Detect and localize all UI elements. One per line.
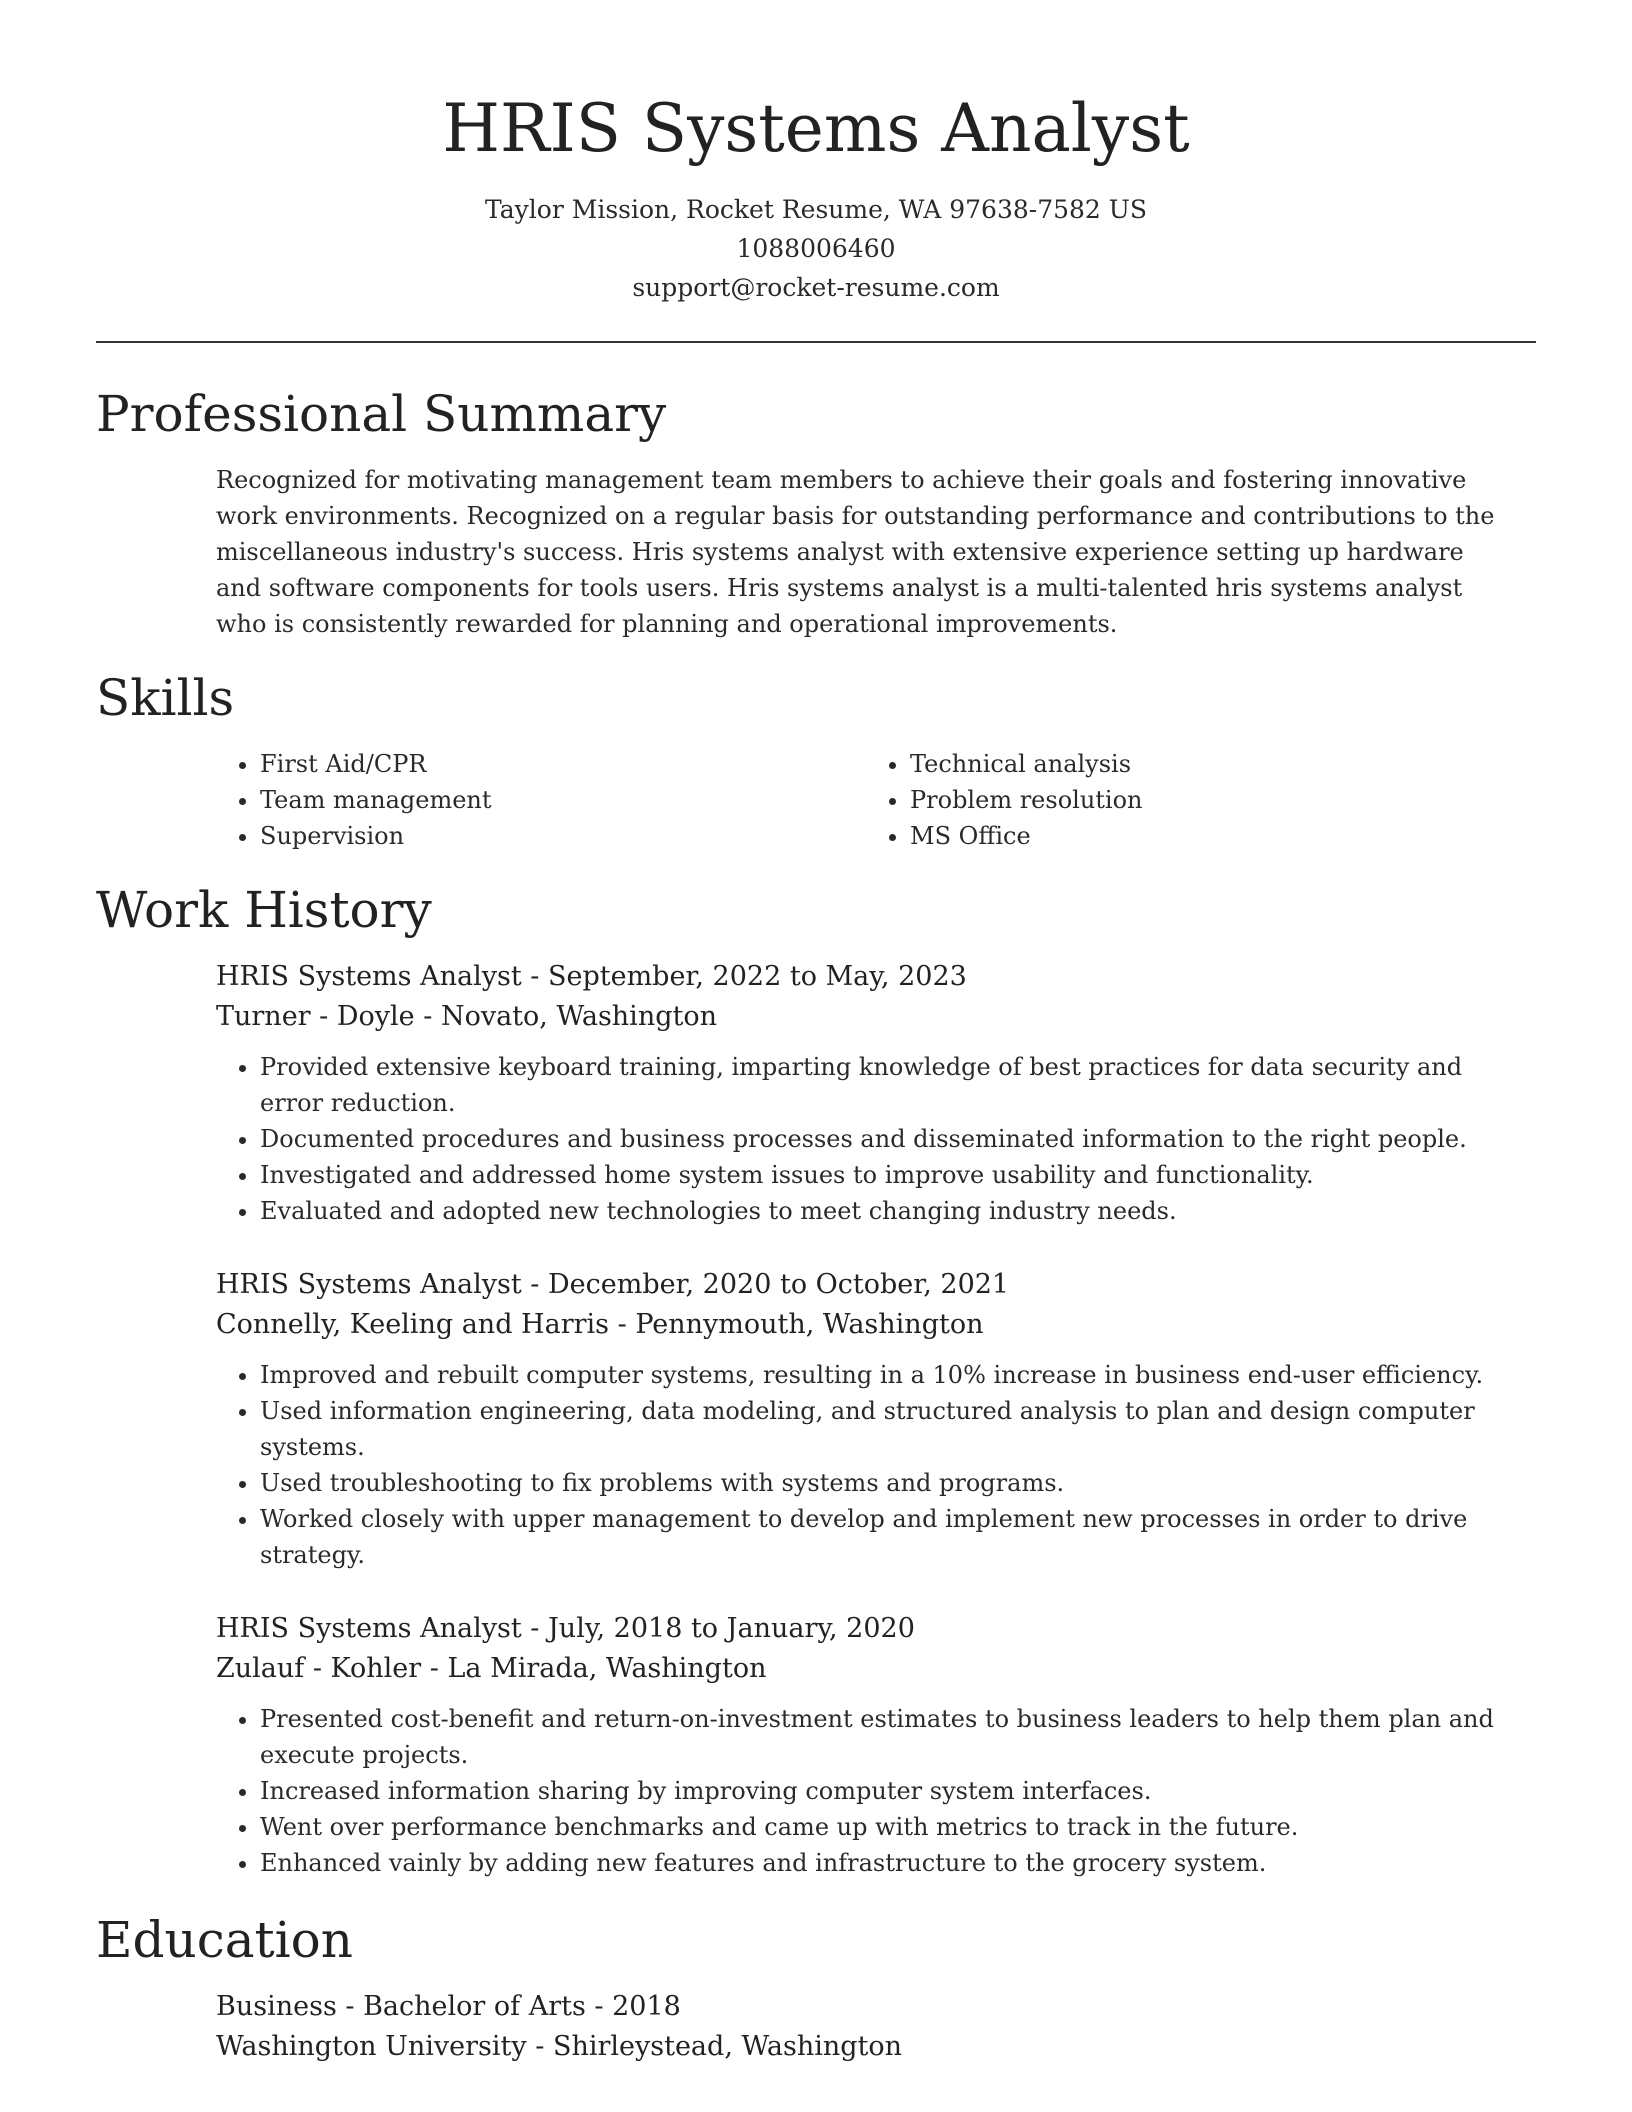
job-bullet: • Documented procedures and business processes and disseminated information to the right people. [260,1121,1516,1157]
job-bullets [216,1049,1516,1229]
job-company: Turner - Doyle [216,1001,415,1032]
job-bullet: • Worked closely with upper management to develop and implement new processes in order to drive strategy. [260,1501,1516,1573]
job-company-line: Turner - Doyle - Novato, Washington [216,1001,717,1032]
education-entry [216,1987,1516,2067]
job-location: Novato, Washington [440,1001,717,1032]
job-dates: July, 2018 to January, 2020 [547,1613,915,1644]
job-bullet: • Enhanced vainly by adding new features and infrastructure to the grocery system. [260,1845,1516,1881]
education-school: Washington University [216,2031,527,2062]
job-dates: September, 2022 to May, 2023 [547,961,967,992]
header-divider [96,341,1536,343]
summary-text: Recognized for motivating management team members to achieve their goals and fostering innovative work environments. Recognized on a regular basis for outstanding performance and contributions to the miscellaneous industry's success. Hris systems analyst with extensive experience setting up hardware and software components for tools users. Hris systems analyst is a multi-talented hris systems analyst who is consistently rewarded for planning and operational improvements. [216,466,1495,638]
job-dates: December, 2020 to October, 2021 [547,1269,1010,1300]
job-title-line: HRIS Systems Analyst - July, 2018 to January, 2020 [216,1613,915,1644]
work-history-heading: Work History [96,881,432,939]
skill-item: • Technical analysis [910,746,1516,782]
job-bullet: • Evaluated and adopted new technologies to meet changing industry needs. [260,1193,1516,1229]
job-location: La Mirada, Washington [447,1653,767,1684]
education-school-line: Washington University - Shirleystead, Washington [216,2031,903,2062]
skill-item: • Supervision [260,818,866,854]
job-location: Pennymouth, Washington [635,1309,984,1340]
job-title-line: HRIS Systems Analyst - December, 2020 to October, 2021 [216,1269,1010,1300]
skill-item: • Team management [260,782,866,818]
job-bullet: • Went over performance benchmarks and came up with metrics to track in the future. [260,1809,1516,1845]
job-company: Connelly, Keeling and Harris [216,1309,610,1340]
job-bullet: • Used information engineering, data modeling, and structured analysis to plan and design computer systems. [260,1393,1516,1465]
contact-email: support@rocket-resume.com [632,273,1000,302]
job-bullet: • Increased information sharing by improving computer system interfaces. [260,1773,1516,1809]
job-entry [216,1265,1516,1573]
job-title-line: HRIS Systems Analyst - September, 2022 to May, 2023 [216,961,967,992]
job-bullet: • Provided extensive keyboard training, imparting knowledge of best practices for data security and error reduction. [260,1049,1516,1121]
skill-item: • MS Office [910,818,1516,854]
job-role: HRIS Systems Analyst [216,1269,522,1300]
education-degree: Business - Bachelor of Arts - 2018 [216,1991,681,2022]
contact-block [96,190,1536,307]
job-bullets [216,1357,1516,1573]
job-bullet: • Presented cost-benefit and return-on-investment estimates to business leaders to help them plan and execute projects. [260,1701,1516,1773]
skills-list [216,746,1516,854]
job-role: HRIS Systems Analyst [216,1613,522,1644]
skills-column-left [216,746,866,854]
job-entry [216,1609,1516,1881]
education-location: Shirleystead, Washington [552,2031,903,2062]
job-bullets [216,1701,1516,1881]
job-bullet: • Investigated and addressed home system issues to improve usability and functionality. [260,1157,1516,1193]
job-company-line: Zulauf - Kohler - La Mirada, Washington [216,1653,767,1684]
job-entry [216,957,1516,1229]
contact-phone: 1088006460 [736,234,896,263]
skill-item: • First Aid/CPR [260,746,866,782]
skills-heading: Skills [96,669,235,727]
summary-heading: Professional Summary [96,385,667,443]
job-bullet: • Used troubleshooting to fix problems with systems and programs. [260,1465,1516,1501]
job-company-line: Connelly, Keeling and Harris - Pennymouth, Washington [216,1309,984,1340]
skill-item: • Problem resolution [910,782,1516,818]
job-bullet: • Improved and rebuilt computer systems, resulting in a 10% increase in business end-user efficiency. [260,1357,1516,1393]
education-heading: Education [96,1911,353,1969]
job-company: Zulauf - Kohler [216,1653,422,1684]
candidate-name: HRIS Systems Analyst [442,90,1190,167]
contact-address: Taylor Mission, Rocket Resume, WA 97638-7582 US [485,195,1147,224]
job-role: HRIS Systems Analyst [216,961,522,992]
resume-header [96,86,1536,307]
skills-column-right [866,746,1516,854]
